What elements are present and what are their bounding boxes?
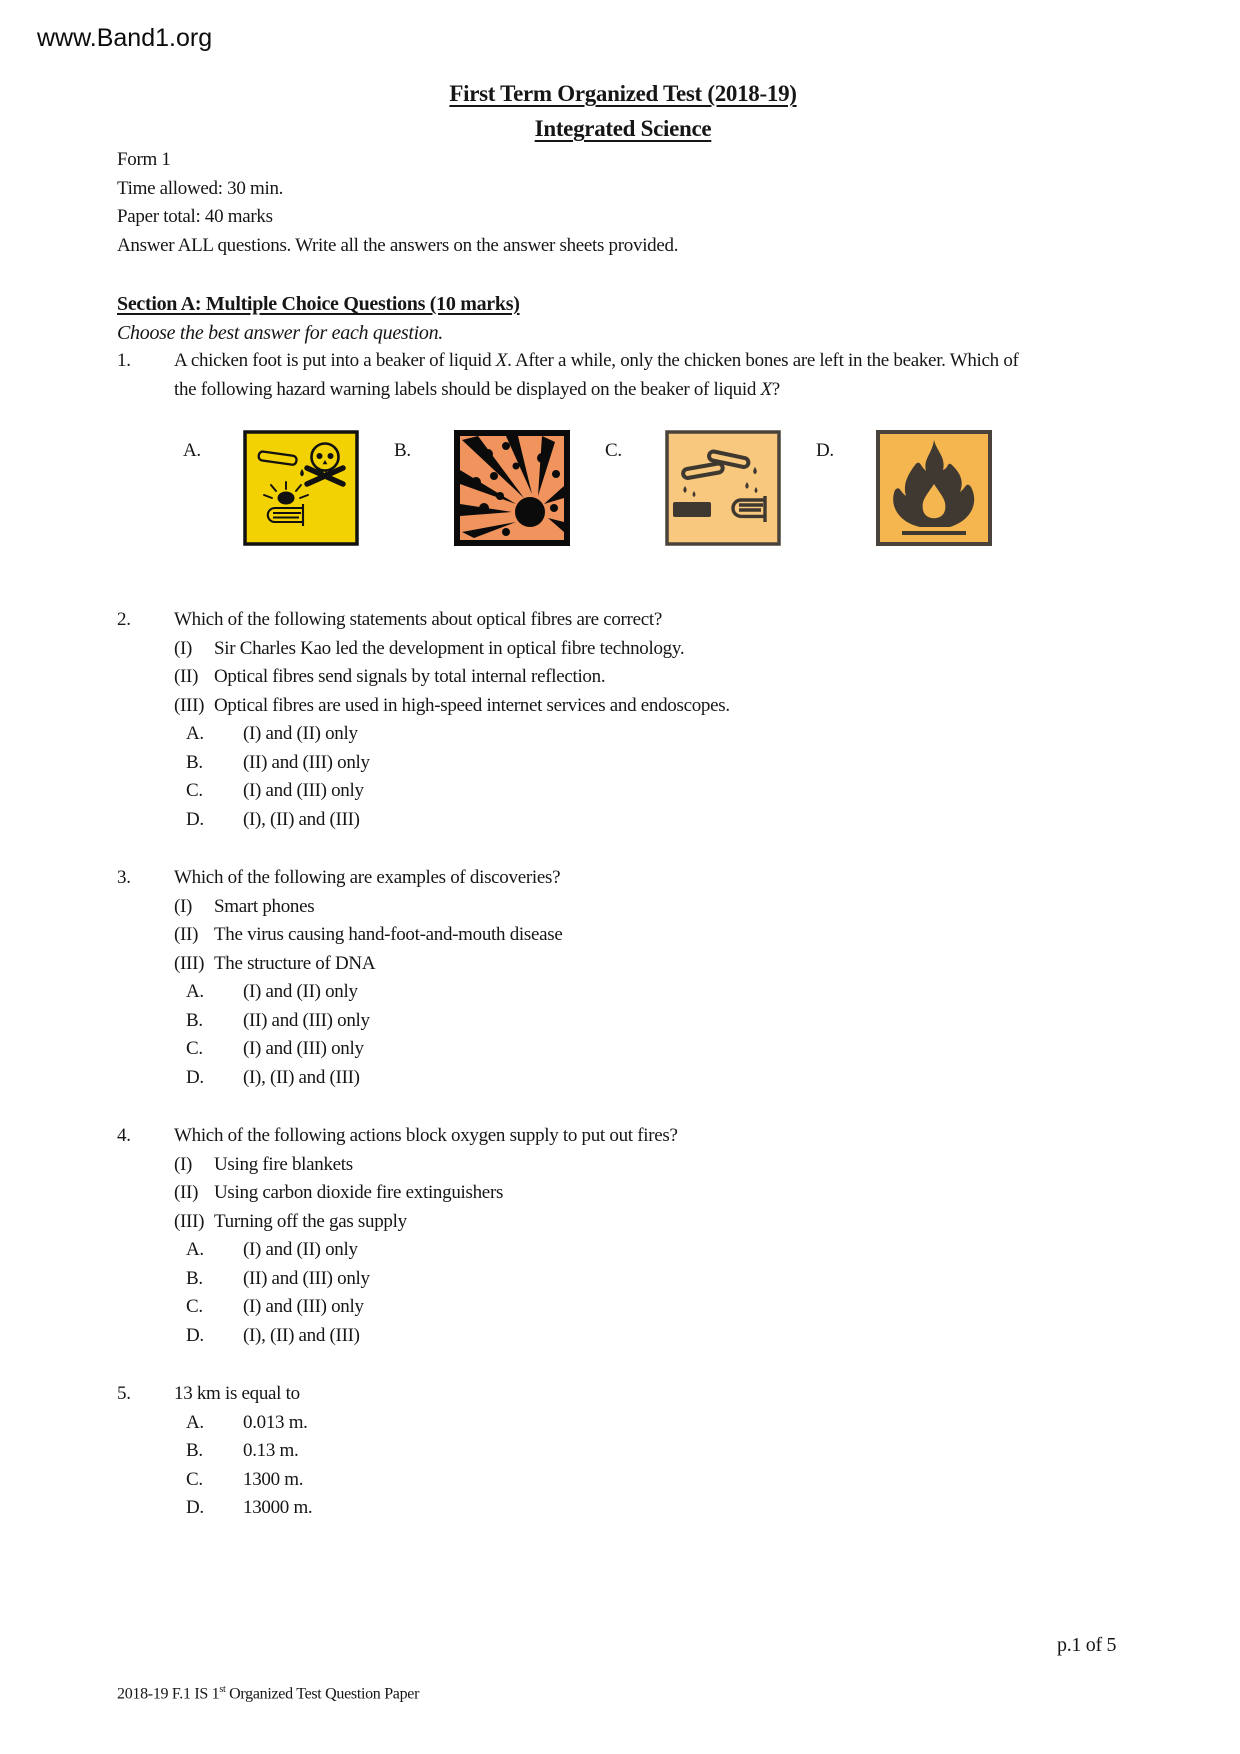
statement-row bbox=[174, 893, 1074, 922]
statement-numeral: (I) bbox=[174, 895, 193, 917]
statement-row bbox=[174, 663, 1074, 692]
option-letter: A. bbox=[186, 1239, 204, 1260]
option-row bbox=[174, 1466, 1074, 1495]
toxic-hazard-icon bbox=[243, 430, 359, 546]
option-letter: A. bbox=[186, 1411, 204, 1433]
question-text: Which of the following are examples of discoveries? bbox=[174, 867, 561, 888]
hazard-option-a bbox=[183, 430, 359, 546]
option-row bbox=[174, 1293, 1074, 1322]
statement-row bbox=[174, 950, 1074, 979]
doc-reference-prefix: 2018-19 F.1 IS 1 bbox=[117, 1685, 220, 1703]
option-text: 0.013 m. bbox=[243, 1411, 308, 1433]
statement-row bbox=[174, 635, 1074, 664]
paper-total: Paper total: 40 marks bbox=[117, 206, 273, 227]
option-row bbox=[174, 1437, 1074, 1466]
option-text: (I) and (II) only bbox=[243, 981, 358, 1002]
doc-reference bbox=[117, 1684, 419, 1703]
option-text: (I), (II) and (III) bbox=[243, 1066, 360, 1088]
option-letter: A. bbox=[186, 981, 204, 1002]
question-body bbox=[174, 1380, 1074, 1523]
statement-numeral: (II) bbox=[174, 666, 199, 687]
statement-row bbox=[174, 1151, 1074, 1180]
question-text-part: ? bbox=[771, 378, 780, 400]
option-letter: B. bbox=[186, 1009, 203, 1031]
flammable-hazard-svg bbox=[876, 430, 992, 546]
doc-reference-ordinal: st bbox=[219, 1684, 226, 1695]
question-number: 5. bbox=[117, 1383, 131, 1404]
explosive-hazard-svg bbox=[454, 430, 570, 546]
question-number: 2. bbox=[117, 609, 131, 630]
section-a-instruction: Choose the best answer for each question. bbox=[117, 321, 444, 344]
doc-reference-suffix: Organized Test Question Paper bbox=[225, 1685, 420, 1703]
option-row bbox=[174, 1494, 1074, 1523]
option-text: (II) and (III) only bbox=[243, 1009, 370, 1031]
option-row bbox=[174, 1322, 1074, 1351]
option-text: 1300 m. bbox=[243, 1468, 304, 1490]
exam-title: First Term Organized Test (2018-19) bbox=[449, 81, 797, 106]
statement-numeral: (II) bbox=[174, 924, 199, 945]
option-text: (I) and (III) only bbox=[243, 1038, 364, 1059]
form-level: Form 1 bbox=[117, 149, 171, 170]
option-letter: B. bbox=[186, 1440, 203, 1461]
option-letter: C. bbox=[186, 1468, 203, 1490]
option-row bbox=[174, 1409, 1074, 1438]
option-row bbox=[174, 1236, 1074, 1265]
statement-numeral: (I) bbox=[174, 1153, 193, 1175]
option-text: (I), (II) and (III) bbox=[243, 808, 360, 830]
option-text: 0.13 m. bbox=[243, 1440, 299, 1461]
statement-numeral: (II) bbox=[174, 1182, 199, 1203]
option-text: (I) and (II) only bbox=[243, 723, 358, 744]
option-row bbox=[174, 1007, 1074, 1036]
toxic-hazard-svg bbox=[243, 430, 359, 546]
question-text-part: A chicken foot is put into a beaker of liquid bbox=[174, 350, 496, 371]
option-row bbox=[174, 978, 1074, 1007]
statement-text: Using fire blankets bbox=[214, 1153, 353, 1175]
option-row bbox=[174, 749, 1074, 778]
question-2 bbox=[117, 606, 1129, 834]
question-number: 1. bbox=[117, 350, 131, 371]
page-content bbox=[117, 0, 1129, 1523]
option-row bbox=[174, 1265, 1074, 1294]
corrosive-hazard-icon bbox=[665, 430, 781, 546]
option-text: 13000 m. bbox=[243, 1497, 313, 1518]
question-text-part: . After a while, only the chicken bones are left in the beaker. Which of the following hazard warning labels should be displayed on the beaker of liquid bbox=[174, 350, 1019, 400]
option-letter: D. bbox=[186, 808, 204, 830]
option-letter: C. bbox=[605, 440, 622, 461]
hazard-option-c bbox=[605, 430, 781, 546]
option-row bbox=[174, 1035, 1074, 1064]
question-text bbox=[174, 347, 1032, 404]
question-text: 13 km is equal to bbox=[174, 1383, 300, 1404]
statement-numeral: (III) bbox=[174, 694, 205, 716]
question-4 bbox=[117, 1122, 1129, 1350]
question-text: Which of the following actions block oxygen supply to put out fires? bbox=[174, 1125, 678, 1146]
corrosive-hazard-svg bbox=[665, 430, 781, 546]
option-letter: D. bbox=[186, 1497, 204, 1518]
hazard-option-d bbox=[816, 430, 992, 546]
statement-numeral: (III) bbox=[174, 952, 205, 974]
statement-text: Smart phones bbox=[214, 895, 315, 917]
option-row bbox=[174, 777, 1074, 806]
option-text: (I) and (II) only bbox=[243, 1239, 358, 1260]
statement-text: Sir Charles Kao led the development in optical fibre technology. bbox=[214, 637, 685, 659]
time-allowed: Time allowed: 30 min. bbox=[117, 177, 284, 199]
section-a-heading: Section A: Multiple Choice Questions (10 marks) bbox=[117, 293, 520, 315]
option-letter: C. bbox=[186, 1296, 203, 1317]
statement-text: The virus causing hand-foot-and-mouth disease bbox=[214, 924, 563, 945]
option-text: (II) and (III) only bbox=[243, 1267, 370, 1289]
statement-text: The structure of DNA bbox=[214, 952, 376, 974]
hazard-options-row bbox=[183, 430, 1074, 546]
option-letter: B. bbox=[394, 440, 411, 461]
option-letter: A. bbox=[186, 723, 204, 744]
option-letter: D. bbox=[186, 1324, 204, 1346]
statement-row bbox=[174, 1179, 1074, 1208]
hazard-option-b bbox=[394, 430, 570, 546]
site-watermark: www.Band1.org bbox=[37, 24, 213, 52]
general-instructions: Answer ALL questions. Write all the answers on the answer sheets provided. bbox=[117, 234, 679, 256]
question-body bbox=[174, 864, 1074, 1092]
exam-meta bbox=[117, 146, 1129, 260]
page-number: p.1 of 5 bbox=[1057, 1634, 1117, 1656]
statement-text: Turning off the gas supply bbox=[214, 1210, 407, 1232]
liquid-x-symbol: X bbox=[495, 350, 508, 371]
statement-row bbox=[174, 1208, 1074, 1237]
option-letter: D. bbox=[186, 1066, 204, 1088]
option-row bbox=[174, 806, 1074, 835]
option-row bbox=[174, 720, 1074, 749]
question-number: 4. bbox=[117, 1125, 131, 1146]
question-body bbox=[174, 606, 1074, 834]
flammable-hazard-icon bbox=[876, 430, 992, 546]
statement-text: Optical fibres are used in high-speed internet services and endoscopes. bbox=[214, 694, 730, 716]
option-letter: B. bbox=[186, 1267, 203, 1289]
explosive-hazard-icon bbox=[454, 430, 570, 546]
statement-text: Optical fibres send signals by total internal reflection. bbox=[214, 666, 606, 687]
question-5 bbox=[117, 1380, 1129, 1523]
option-row bbox=[174, 1064, 1074, 1093]
question-body bbox=[174, 347, 1074, 576]
question-number: 3. bbox=[117, 867, 131, 888]
option-text: (I) and (III) only bbox=[243, 780, 364, 801]
option-text: (II) and (III) only bbox=[243, 751, 370, 773]
question-text: Which of the following statements about optical fibres are correct? bbox=[174, 609, 662, 630]
statement-numeral: (I) bbox=[174, 637, 193, 659]
option-letter: C. bbox=[186, 1038, 203, 1059]
option-letter: C. bbox=[186, 780, 203, 801]
liquid-x-symbol: X bbox=[760, 378, 772, 400]
statement-row bbox=[174, 921, 1074, 950]
question-body bbox=[174, 1122, 1074, 1350]
question-1 bbox=[117, 347, 1129, 576]
option-letter: B. bbox=[186, 751, 203, 773]
option-letter: D. bbox=[816, 440, 834, 461]
statement-text: Using carbon dioxide fire extinguishers bbox=[214, 1182, 504, 1203]
option-letter: A. bbox=[183, 440, 201, 461]
option-text: (I) and (III) only bbox=[243, 1296, 364, 1317]
option-text: (I), (II) and (III) bbox=[243, 1324, 360, 1346]
statement-numeral: (III) bbox=[174, 1210, 205, 1232]
exam-subject: Integrated Science bbox=[534, 116, 712, 141]
statement-row bbox=[174, 692, 1074, 721]
question-3 bbox=[117, 864, 1129, 1092]
